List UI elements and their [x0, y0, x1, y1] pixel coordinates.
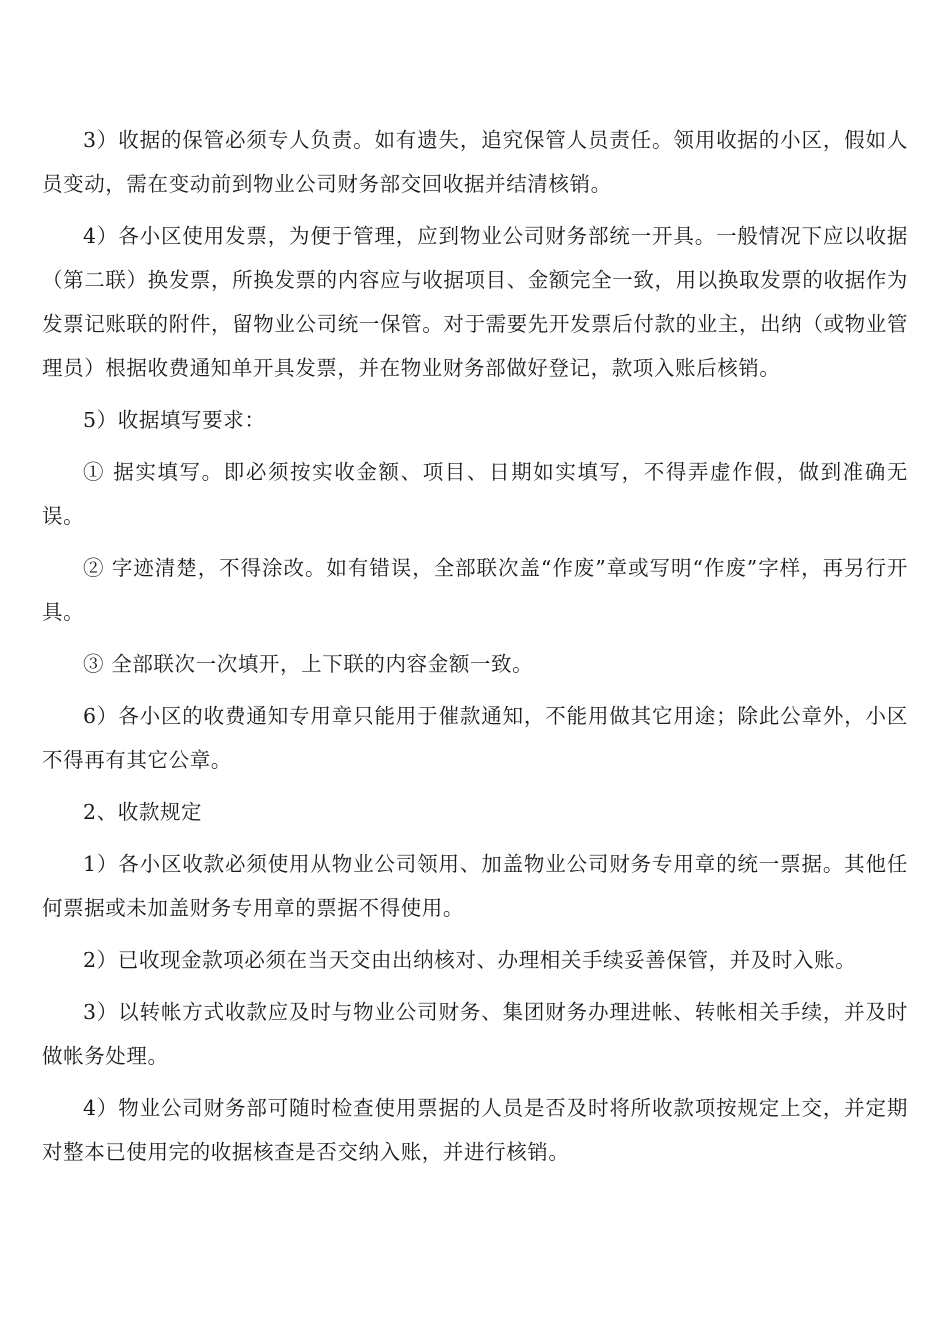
paragraph-cash-same-day: 2）已收现金款项必须在当天交由出纳核对、办理相关手续妥善保管，并及时入账。 [83, 948, 857, 972]
paragraph-fill-truthfully: ① 据实填写。即必须按实收金额、项目、日期如实填写，不得弄虚作假，做到准确无误。 [42, 460, 908, 528]
paragraph-receipt-custody: 3）收据的保管必须专人负责。如有遗失，追究保管人员责任。领用收据的小区，假如人员变动，需在变动前到物业公司财务部交回收据并结清核销。 [42, 128, 908, 196]
paragraph-invoice-issuance: 4）各小区使用发票，为便于管理，应到物业公司财务部统一开具。一般情况下应以收据（第二联）换发票，所换发票的内容应与收据项目、金额完全一致，用以换取发票的收据作为发票记账联的附件，留物业公司统一保管。对于需要先开发票后付款的业主，出纳（或物业管理员）根据收费通知单开具发票，并在物业财务部做好登记，款项入账后核销。 [42, 224, 908, 380]
paragraph-fill-all-copies: ③ 全部联次一次填开，上下联的内容金额一致。 [83, 652, 534, 676]
paragraph-finance-inspection: 4）物业公司财务部可随时检查使用票据的人员是否及时将所收款项按规定上交，并定期对整本已使用完的收据核查是否交纳入账，并进行核销。 [42, 1096, 908, 1164]
paragraph-transfer-payments: 3）以转帐方式收款应及时与物业公司财务、集团财务办理进帐、转帐相关手续，并及时做帐务处理。 [42, 1000, 908, 1068]
section-heading-collection-rules: 2、收款规定 [83, 800, 203, 824]
paragraph-receipt-filling-heading: 5）收据填写要求： [83, 408, 266, 432]
paragraph-fee-notice-seal: 6）各小区的收费通知专用章只能用于催款通知，不能用做其它用途；除此公章外，小区不得再有其它公章。 [42, 704, 908, 772]
document-body [42, 118, 908, 1182]
paragraph-clear-writing: ② 字迹清楚，不得涂改。如有错误，全部联次盖“作废”章或写明“作废”字样，再另行开具。 [42, 556, 908, 624]
paragraph-unified-receipts: 1）各小区收款必须使用从物业公司领用、加盖物业公司财务专用章的统一票据。其他任何票据或未加盖财务专用章的票据不得使用。 [42, 852, 908, 920]
